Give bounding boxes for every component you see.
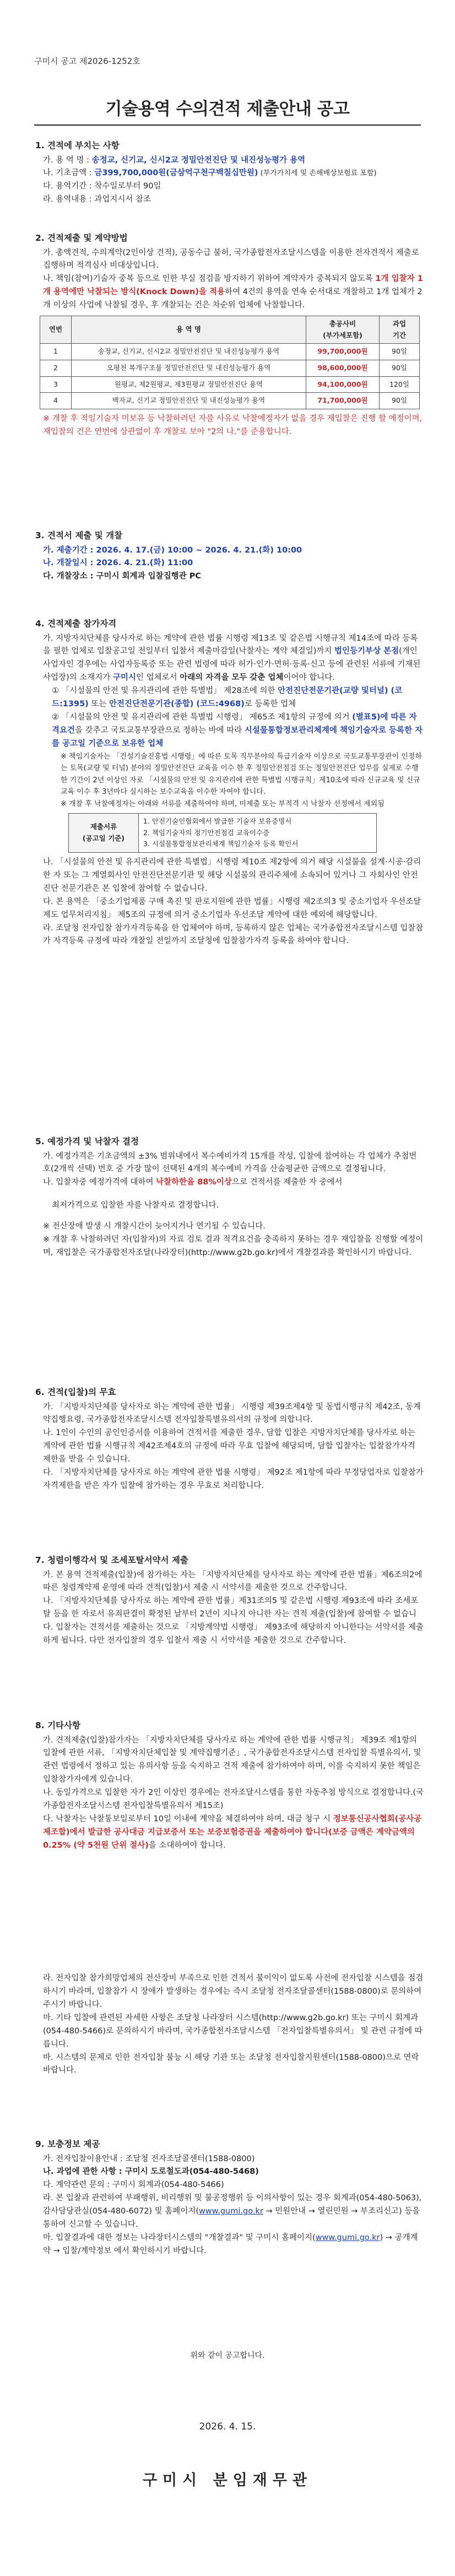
cell-period: 90일	[380, 360, 420, 377]
section-1-heading: 1. 견적에 부치는 사항	[35, 140, 120, 150]
section-2-heading: 2. 견적제출 및 계약방법	[35, 233, 128, 243]
issuer: 구미시 분임재무관	[142, 2472, 313, 2489]
cell-cost: 94,100,000원	[306, 376, 380, 393]
contact-contract: 다. 계약관련 문의 : 구미시 회계과(054-480-5466)	[43, 2180, 224, 2190]
section-8-ma: 마. 기타 입찰에 관련된 자세한 사항은 조달청 나라장터 시스템(http://www.g2b.go.kr) 또는 구미시 회계과(054-480-5466)로 문의하시기 바라며, 국가종합전자조달시스템 「전자입찰특별유의서」 및 관련 규정에 따릅니다.	[43, 2013, 422, 2049]
cell-cost: 71,700,000원	[306, 393, 380, 409]
cell-period: 90일	[380, 344, 420, 360]
document-number: 구미시 공고 제2026-1252호	[34, 56, 140, 66]
hq-requirement: 법인등기부상 본점	[334, 647, 399, 656]
cell-no: 2	[40, 360, 72, 377]
cell-cost: 99,700,000원	[306, 344, 380, 360]
required-documents-head: 제출서류 (공고일 기준)	[69, 814, 139, 853]
section-5-heading: 5. 예정가격 및 낙찰자 결정	[35, 1137, 139, 1146]
section-2	[35, 231, 424, 439]
section-5-decision: 최저가격으로 입찰한 자를 낙찰자로 결정합니다.	[52, 1201, 219, 1210]
document-submission-note: ※ 개찰 후 낙찰예정자는 아래와 서류를 제출하여야 하며, 미제출 또는 부적격 시 낙찰자 선정에서 제외됨	[61, 799, 384, 808]
region-requirement: 구미시	[112, 673, 136, 683]
section-8	[35, 1719, 424, 1853]
opening-place: 다. 개찰장소 : 구미시 회계과 입찰집행관 PC	[43, 572, 201, 581]
table-row	[69, 814, 377, 853]
homepage-link[interactable]: www.gumi.go.kr	[315, 2233, 380, 2243]
project-table	[40, 316, 420, 409]
corruption-report	[35, 2192, 424, 2232]
service-name-label: 가. 용 역 명 :	[43, 155, 89, 165]
section-8-extra	[35, 1972, 424, 2077]
section-2-ga: 가. 총액견적, 수의계약(2인이상 견적), 공동수급 불허, 국가종합전자조달시스템을 이용한 전자견적서 제출로 집행하며 적격심사 비대상입니다.	[43, 248, 419, 270]
section-3-heading: 3. 견적서 제출 및 개찰	[35, 531, 123, 540]
corruption-report-tail: → 민원안내 → 열린민원 → 부조리신고) 등을 통하여 신고할 수 있습니다.	[43, 2207, 420, 2229]
qualification-2-tail: 시설물통합정보관리체계에 책임기술자로 등록한 자를 공고일 기준으로 보유한 업체	[52, 726, 423, 748]
table-row	[40, 393, 420, 409]
section-6-ga: 가. 「지방자치단체를 당사자로 하는 계약에 관한 법률」 시행령 제39조제4항 및 동법시행규칙 제42조, 동계약집행요령, 국가종합전자조달시스템 전자입찰특별유의서의 규정에 의합니다.	[43, 1402, 421, 1425]
table-row	[40, 344, 420, 360]
rebid-note: ※ 개찰 후 적임기술자 미보유 등 낙찰하려던 자를 사유로 낙찰예정자가 없을 경우 재입찰은 진행 할 예정이며, 재입찰의 건은 연번에 상관없이 후 개찰로 보아 "2의 나."를 준용합니다.	[43, 414, 422, 436]
all-qualification-note: 아래의 자격을 모두 갖춘 업체	[180, 673, 284, 683]
section-8-da-tail: 을 소대하여야 합니다.	[148, 1841, 226, 1850]
section-7-na: 나. 「지방자치단체를 당사자로 하는 계약에 관한 법률」제31조의5 및 같은법 시행령 제93조에 따라 조세포탈 등을 한 자로서 유죄판결이 확정된 날부터 2년이 지나지 아니한 자는 견적 제출(입찰)에 참여할 수 없습니다. 입찰자는 견적서를 제출하는 것으로 「지방계약법 시행령」 제93조에 해당하지 아니한다는 서약서를 제출하게 됩니다. 다만 전자입찰의 경우 입찰서 제출 시 서약서를 제출한 것으로 간주합니다.	[43, 1597, 424, 1646]
section-6-heading: 6. 견적(입찰)의 무효	[35, 1387, 116, 1397]
list-item: 1. 안전기술인협회에서 발급한 기술자 보유증명서	[143, 817, 292, 826]
outage-note: ※ 전산장애 발생 시 개찰시간이 늦어지거나 연기될 수 있습니다.	[43, 1222, 266, 1231]
qualification-1-text: ① 「시설물의 안전 및 유지관리에 관한 특별법」 제28조에 의한	[52, 686, 278, 696]
section-5-ga: 가. 예정가격은 기초금액의 ±3% 범위내에서 복수예비가격 15개를 작성, 입찰에 참여하는 각 업체가 추첨번호(2개씩 선택) 번호 중 가장 많이 선택된 4개의 복수예비 가격을 산술평균한 금액으로 결정됩니다.	[43, 1151, 417, 1174]
section-4-ga-text2: (개인사업자인 경우에는 사업자등록증 또는 관련 법령에 따라 허가·인가·면허·등록·신고 등에 관련된 서류에 기재된 사업장)의 소재지가	[43, 647, 421, 683]
qualification-1-code-a: 안전진단전문기관(교량 및터널) (코드:1395)	[52, 686, 403, 709]
section-8-ra: 라. 전자입찰 참가희망업체의 전산장비 부족으로 인한 견적서 불이익이 없도록 사전에 전자입찰 시스템을 점검하시기 바라며, 입찰참가 시 장애가 발생하는 경우에는 즉시 조달청 전자조달콜센터(1588-0800)로 문의하여 주시기 바랍니다.	[43, 1974, 424, 2009]
closing-text: 위와 같이 공고합니다.	[190, 2351, 265, 2360]
section-3	[35, 529, 424, 583]
section-4-heading: 4. 견적제출 참가자격	[35, 619, 117, 629]
homepage-link[interactable]: www.gumi.go.kr	[198, 2207, 263, 2216]
section-4-na: 나. 「시설물의 안전 및 유지관리에 관한 특별법」시행령 제10조 제2항에 의거 해당 시설물을 설계·시공·감리한 자 또는 그 계열회사인 안전진단전문기관 및 해당 시설물의 관리주체에 소속되어 있거나 그 자회사인 안전진단 전문기관은 본 입찰에 참여할 수 없습니다.	[43, 857, 421, 893]
base-amount-row	[35, 167, 424, 180]
section-6	[35, 1386, 424, 1493]
section-4-ga	[35, 632, 424, 685]
service-period: 다. 용역기간 : 착수일로부터 90일	[43, 182, 161, 191]
qualification-1-code-b: 안전진단전문기관(종합) (코드:4968)	[109, 700, 245, 709]
col-period: 과업 기간	[380, 316, 420, 344]
cell-period: 90일	[380, 393, 420, 409]
service-name-row	[35, 154, 424, 167]
section-6-da: 다. 「지방자치단체를 당사자로 하는 계약에 관한 법률 시행령」 제92조 제1항에 따라 부정당업자로 입찰참가 자격제한을 받은 자가 입찰에 참가하는 경우 무효로 처리합니다.	[43, 1468, 424, 1491]
section-2-na-tail: 하여 4건의 용역을 연속 순서대로 개찰하고 1개 업체가 2개 이상의 사업에 낙찰될 경우, 후 개찰되는 건은 차순위 업체에 낙찰합니다.	[43, 288, 422, 310]
section-5-na	[35, 1176, 424, 1189]
section-8-da-text: 다. 낙찰자는 낙찰통보일로부터 10일 이내에 계약을 체결하여야 하며, 대금 청구 시	[43, 1815, 333, 1824]
notice-date: 2026. 4. 15.	[199, 2421, 256, 2432]
qualification-2-text: ② 「시설물의 안전 및 유지관리에 관한 특별법 시행령」 제65조 제1항의 규정에 의거	[52, 713, 353, 722]
table-row	[40, 360, 420, 377]
qualification-1	[35, 685, 424, 711]
list-item: 3. 시설물통합정보관리체계 책임기술자 등록 확인서	[143, 840, 299, 848]
cell-no: 4	[40, 393, 72, 409]
section-8-na: 나. 동일가격으로 입찰한 자가 2인 이상인 경우에는 전자조달시스템을 통한 자동추첨 방식으로 결정합니다.(국가종합전자조달시스템 전자입찰특별유의서 제15조)	[43, 1788, 424, 1811]
base-amount-label: 나. 기초금액 :	[43, 169, 92, 178]
cell-no: 3	[40, 376, 72, 393]
required-documents-table	[68, 813, 377, 853]
section-8-heading: 8. 기타사항	[35, 1720, 80, 1730]
result-info-tail: ) → 공개계약 → 입찰/계약정보 에서 확인하시기 바랍니다.	[43, 2233, 418, 2256]
col-name: 용 역 명	[72, 316, 306, 344]
section-5-na-text: 나. 입찰자중 예정가격에 대하여	[43, 1178, 156, 1187]
lower-limit-rate: 낙찰하한율 88%이상	[156, 1178, 232, 1187]
section-8-da	[35, 1813, 424, 1853]
result-info	[35, 2232, 424, 2258]
title-divider	[34, 125, 421, 126]
service-name-value: 송정교, 신기교, 신시2교 정밀안전진단 및 내진성능평가 용역	[91, 155, 306, 165]
base-amount-note: (부가가치세 및 손해배상보험료 포함)	[258, 169, 377, 178]
rebid-check-note: ※ 개찰 후 낙찰하려던 자(입찰자)의 자료 검토 결과 적격요건을 충족하지 못하는 경우 재입찰을 진행할 예정이며, 재입찰은 국가종합전자조달(나라장터)(http://www.g2b.go.kr)에서 개찰결과를 확인하시기 바랍니다.	[43, 1235, 424, 1258]
section-1	[35, 139, 424, 207]
knockdown-rule: 1개 입찰자 1개 용역에만 낙찰되는 방식(Knock Down)을 적용	[43, 274, 423, 297]
cell-name: 백자교, 신기교 정밀안전진단 및 내진성능평가 용역	[72, 393, 306, 409]
cell-cost: 98,600,000원	[306, 360, 380, 377]
cell-period: 120일	[380, 376, 420, 393]
qualification-2-req: (별표5)에 따른 자격요건	[52, 713, 417, 735]
section-4-ra: 라. 조달청 전자입찰 참가자격등록을 한 업체여야 하며, 등록하지 않은 업체는 국가종합전자조달시스템 입찰참가 자격등록 규정에 따라 개찰일 전일까지 조달청에 입찰참가자격 등록을 하여야 합니다.	[43, 923, 424, 946]
qualification-2	[35, 711, 424, 751]
opening-time: 나. 개찰일시 : 2026. 4. 21.(화) 11:00	[43, 559, 193, 568]
table-row	[40, 376, 420, 393]
section-7-ga: 가. 본 용역 견적제출(입찰)에 참가하는 자는 「지방자치단체를 당사자로 하는 계약에 관한 법률」제6조의2에 따른 청렴계약제 운영에 따라 견적(입찰)서 제출 시 서약서를 제출한 것으로 간주합니다.	[43, 1570, 422, 1593]
contact-e-procurement: 가. 전자입찰이용안내 : 조달청 전자조달콜센터(1588-0800)	[43, 2154, 255, 2163]
qualification-1-tail: 로 등록한 업체	[244, 700, 296, 709]
page-title: 기술용역 수의견적 제출안내 공고	[105, 99, 350, 119]
section-4-ga-text4: 이어야 합니다.	[283, 673, 335, 683]
cell-name: 송정교, 신기교, 신시2교 정밀안전진단 및 내진성능평가 용역	[72, 344, 306, 360]
contact-task: 나. 과업에 관한 사항 : 구미시 도로철도과(054-480-5468)	[43, 2167, 259, 2177]
service-content: 라. 용역내용 : 과업지시서 참조	[43, 195, 151, 204]
section-6-na: 나. 1인이 수인의 공인인증서를 이용하여 견적서를 제출한 경우, 담합 입찰은 지방자치단체를 당사자로 하는 계약에 관한 법률 시행규칙 제42조제4호의 규정에 따라 무효 입찰에 해당되며, 담합 입찰자는 입찰참가자격 제한을 받을 수 있습니다.	[43, 1428, 416, 1464]
section-2-na-text: 나. 책임(참여)기술자 중복 등으로 인한 부실 점검을 방지하기 위하여 계약자가 중복되지 않도록	[43, 274, 376, 284]
section-5	[35, 1135, 424, 1260]
section-4-ga-text3: 인 업체로서	[136, 673, 180, 683]
section-8-ba: 바. 시스템의 문제로 인한 전자입찰 불능 시 해당 기관 또는 조달청 전자입찰지원센터(1588-0800)으로 연락 바랍니다.	[43, 2053, 419, 2075]
col-no: 연번	[40, 316, 72, 344]
corruption-report-text: 라. 본 입찰과 관련하여 부패행위, 비리행위 및 불공정행위 등 이의사항이 있는 경우 회계과(054-480-5063), 감사담당관실(054-480-6072) 및 홈페이지(	[43, 2194, 422, 2216]
section-9-heading: 9. 보충정보 제공	[35, 2139, 100, 2149]
list-item: 2. 책임기술자의 정기안전점검 교육이수증	[143, 828, 270, 837]
section-9	[35, 2137, 424, 2258]
section-4	[35, 617, 424, 948]
section-5-na-tail: 으로 견적서를 제출한 자 중에서	[231, 1178, 343, 1187]
result-info-text: 마. 입찰결과에 대한 정보는 나라장터시스템의 "개찰결과" 및 구미시 홈페이지(	[43, 2233, 316, 2243]
cell-name: 원평교, 제2원평교, 제3원평교 정밀안전진단 용역	[72, 376, 306, 393]
project-table-header	[40, 316, 420, 344]
section-4-da: 다. 본 용역은 「중소기업제품 구매 촉진 및 판로지원에 관한 법률」시행령 제2조의3 및 중소기업자 우선조달제도 업무처리지침」 제5조의 규정에 의거 중소기업자 우선조달 계약에 대한 예외에 해당합니다.	[43, 897, 421, 919]
section-4-ga-text: 가. 지방자치단체를 당사자로 하는 계약에 관한 법률 시행령 제13조 및 같은법 시행규칙 제14조에 따라 등록을 필한 업체로 입찰공고일 전일부터 입찰서 제출마감일(낙찰자는 계약 체결일)까지	[43, 634, 418, 656]
qualification-2-mid: 을 갖추고 국토교통부장관으로 정하는 바에 따라	[75, 726, 245, 735]
required-documents-list	[139, 814, 377, 853]
section-7	[35, 1554, 424, 1648]
section-7-heading: 7. 청렴이행각서 및 조세포탈서약서 제출	[35, 1555, 188, 1565]
engineer-note: ※ 책임기술자는 「건설기술진흥법 시행령」에 따른 토목 직무분야의 특급기술자 이상으로 국토교통부장관이 인정하는 토목(교량 및 터널) 분야의 정밀안전진단 교육을 이수 한 후 정밀안전점검 또는 정밀안전진단 업무를 실제로 수행한 기간이 2년 이상인 자로 「시설물의 안전 및 유지관리에 관한 특별법 시행규칙」제10조에 따라 신규교육 및 신규교육 이수 후 3년마다 실시하는 보수교육을 이수한 자여야 합니다.	[61, 752, 422, 797]
cell-name: 오평천 복개구조물 정밀안전진단 및 내진성능평가 용역	[72, 360, 306, 377]
col-cost: 총공사비 (부가세포함)	[306, 316, 380, 344]
cell-no: 1	[40, 344, 72, 360]
guarantee-requirement: 정보통신공사협회(공사공제조합)에서 발급한 공사대금 지급보증서 또는 보증보험증권을 제출하여야 합니다(보증 금액은 계약금액의 0.25% (약 5천원 단위 절사)	[43, 1815, 422, 1850]
qualification-1-or: 또는	[88, 700, 110, 709]
section-2-na	[35, 273, 424, 312]
submission-period: 가. 제출기간 : 2026. 4. 17.(금) 10:00 ~ 2026. 4. 21.(화) 10:00	[43, 545, 302, 555]
base-amount-value: 금399,700,000원(금삼억구천구백칠십만원)	[94, 169, 258, 178]
section-8-ga: 가. 견적제출(입찰)참가자는 「지방자치단체를 당사자로 하는 계약에 관한 법률 시행규칙」 제39조 제1항의 입찰에 관한 서류, 「지방자치단체입찰 및 계약집행기준」, 국가종합전자조달시스템 전자입찰 특별유의서, 및 관련 법령에서 정하고 있는 유의사항 등을 숙지하고 견적 제출에 참가하여야 하며, 이를 숙지하지 못한 책임은 입찰참가자에게 있습니다.	[43, 1735, 421, 1784]
